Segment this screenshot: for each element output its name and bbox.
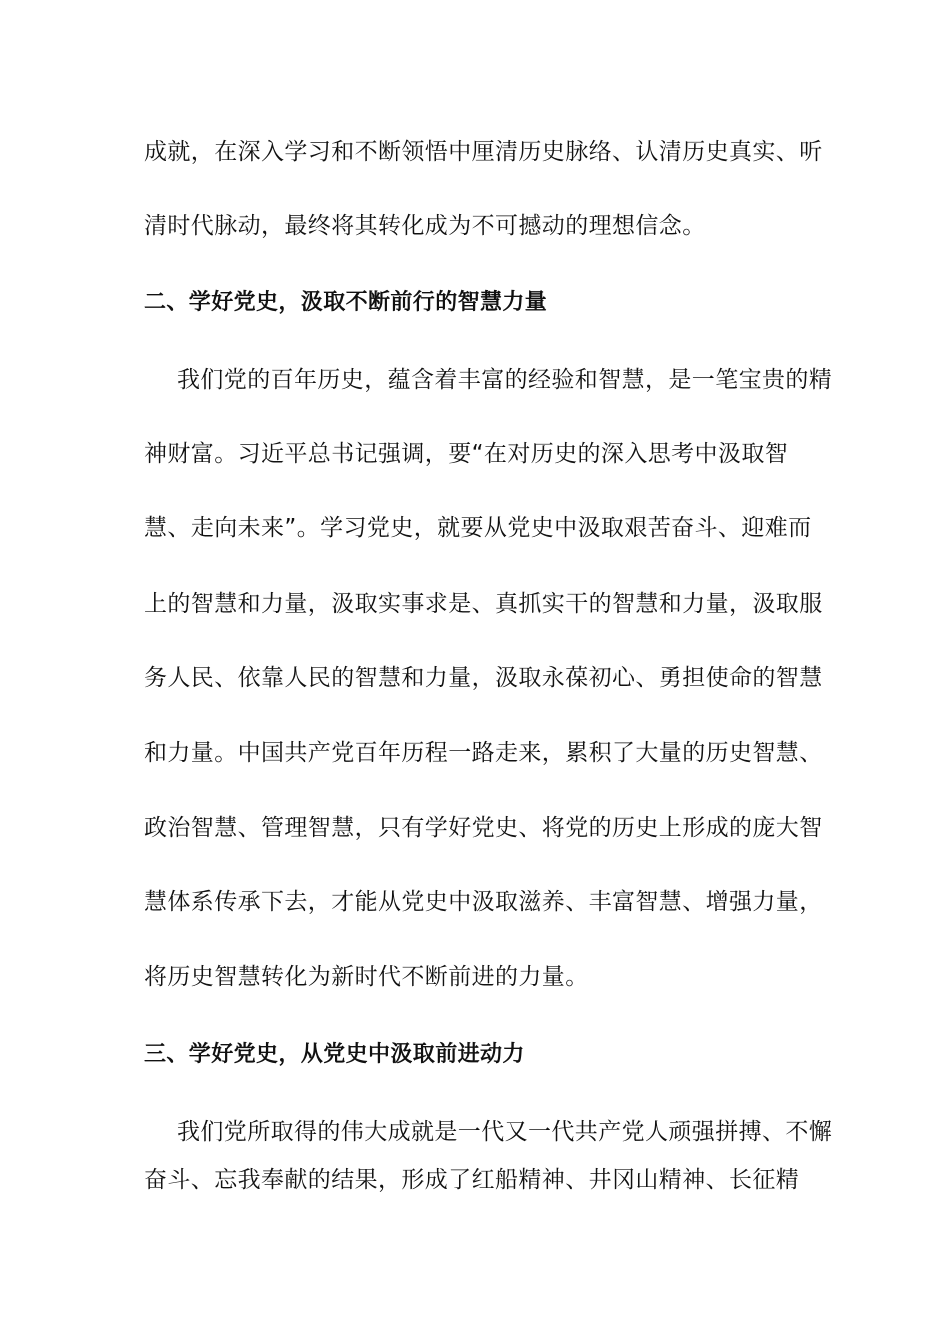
paragraph-line: 上的智慧和力量，汲取实事求是、真抓实干的智慧和力量，汲取服 xyxy=(144,591,823,617)
paragraph-line: 清时代脉动，最终将其转化成为不可撼动的理想信念。 xyxy=(144,213,706,239)
paragraph-line: 我们党的百年历史，蕴含着丰富的经验和智慧，是一笔宝贵的精 xyxy=(177,367,833,393)
paragraph-line: 政治智慧、管理智慧，只有学好党史、将党的历史上形成的庞大智 xyxy=(144,815,823,841)
paragraph-line: 成就，在深入学习和不断领悟中厘清历史脉络、认清历史真实、听 xyxy=(144,139,823,165)
paragraph-line: 和力量。中国共产党百年历程一路走来，累积了大量的历史智慧、 xyxy=(144,740,823,766)
paragraph-line: 慧、走向未来”。学习党史，就要从党史中汲取艰苦奋斗、迎难而 xyxy=(144,515,812,541)
paragraph-line: 我们党所取得的伟大成就是一代又一代共产党人顽强拼搏、不懈 xyxy=(177,1119,833,1145)
section-heading: 三、学好党史，从党史中汲取前进动力 xyxy=(144,1042,525,1067)
paragraph-line: 神财富。习近平总书记强调，要“在对历史的深入思考中汲取智 xyxy=(144,441,789,467)
paragraph-line: 务人民、依靠人民的智慧和力量，汲取永葆初心、勇担使命的智慧 xyxy=(144,665,823,691)
paragraph-line: 奋斗、忘我奉献的结果，形成了红船精神、井冈山精神、长征精 xyxy=(144,1167,800,1193)
section-heading: 二、学好党史，汲取不断前行的智慧力量 xyxy=(144,290,548,315)
paragraph-line: 将历史智慧转化为新时代不断前进的力量。 xyxy=(144,964,589,990)
paragraph-line: 慧体系传承下去，才能从党史中汲取滋养、丰富智慧、增强力量， xyxy=(144,889,823,915)
